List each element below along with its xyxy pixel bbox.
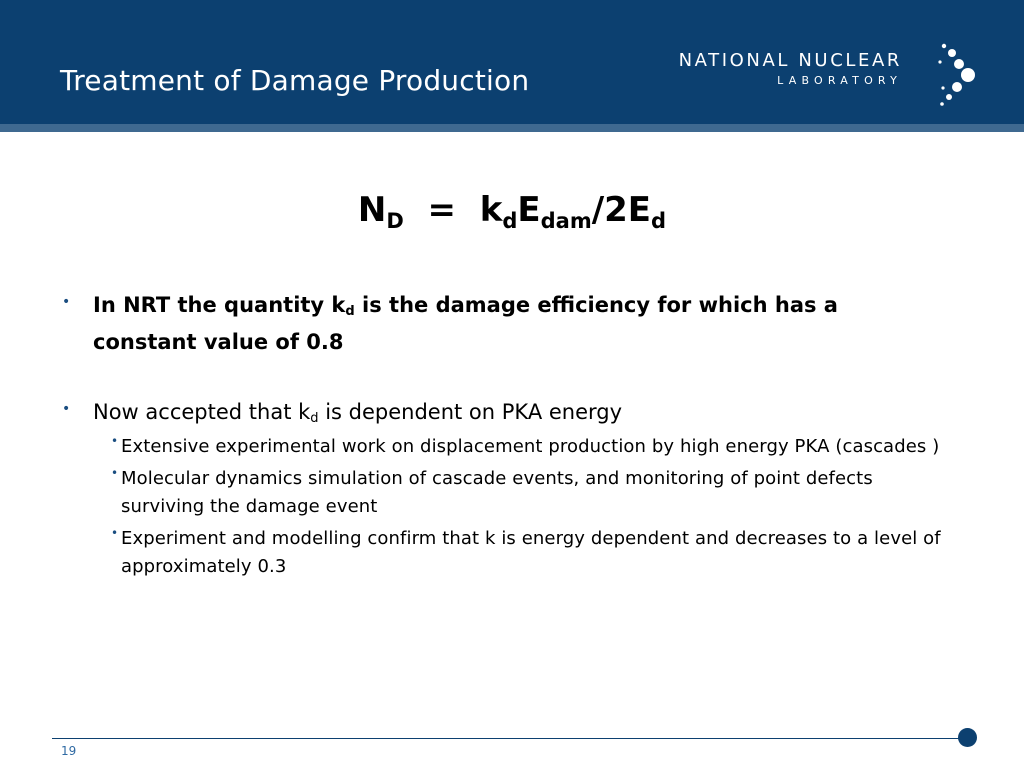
sub-bullet-dot: •: [111, 434, 119, 448]
sub-bullet-dot: •: [111, 526, 119, 540]
footer-rule: [52, 738, 960, 739]
eq-k: k: [479, 190, 503, 230]
page-number: 19: [61, 744, 77, 758]
eq-equals: =: [427, 190, 457, 230]
logo-dots-icon: [930, 42, 990, 106]
bullet-pka: [62, 397, 942, 434]
eq-e: E: [517, 190, 541, 230]
header-stripe: [0, 124, 1024, 132]
bullet-nrt-text: In NRT the quantity $k_d$ is the damage efficiency for which has a constant value of 0.8: [93, 293, 838, 354]
sub-bullet-item: [62, 433, 952, 461]
eq-k-sub: d: [502, 209, 518, 233]
sub-bullet-text: Experiment and modelling confirm that k is energy dependent and decreases to a level of approximately 0.3: [121, 528, 941, 577]
eq-n: N: [357, 190, 387, 230]
sub-bullet-text: Molecular dynamics simulation of cascade events, and monitoring of point defects surviving the damage event: [121, 468, 873, 517]
eq-div: /2E: [591, 190, 652, 230]
sub-bullet-item: [62, 525, 952, 581]
damage-equation: [0, 190, 1024, 233]
bullet-dot: •: [62, 401, 71, 417]
eq-div-sub: d: [651, 209, 667, 233]
logo: [678, 40, 990, 106]
logo-text-line1: NATIONAL NUCLEAR: [678, 50, 902, 71]
eq-e-sub: dam: [540, 209, 592, 233]
eq-n-sub: D: [386, 209, 404, 233]
bullet-dot: •: [62, 294, 71, 310]
bullet-nrt: [62, 290, 942, 357]
footer-dot-icon: [958, 728, 977, 747]
slide-title: Treatment of Damage Production: [60, 64, 530, 97]
sub-bullet-dot: •: [111, 466, 119, 480]
sub-bullet-list: [62, 433, 952, 585]
bullet-pka-text: Now accepted that $k_d$ is dependent on PKA energy: [93, 400, 623, 426]
logo-text-line2: LABORATORY: [777, 74, 902, 87]
sub-bullet-item: [62, 465, 952, 521]
sub-bullet-text: Extensive experimental work on displacement production by high energy PKA (cascades ): [121, 436, 940, 457]
